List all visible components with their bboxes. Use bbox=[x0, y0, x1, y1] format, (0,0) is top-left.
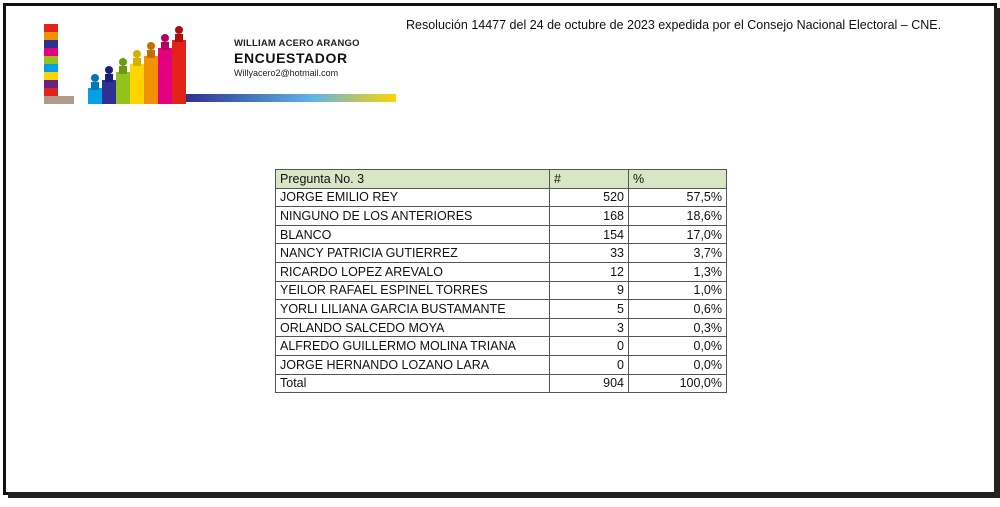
row-count: 12 bbox=[550, 262, 629, 281]
brand-email: Willyacero2@hotmail.com bbox=[234, 68, 339, 78]
brand-name: WILLIAM ACERO ARANGO bbox=[234, 38, 360, 49]
row-percent: 3,7% bbox=[629, 244, 727, 263]
row-percent: 1,3% bbox=[629, 262, 727, 281]
table-row bbox=[276, 355, 727, 374]
results-table bbox=[275, 169, 727, 393]
row-name: NINGUNO DE LOS ANTERIORES bbox=[276, 207, 550, 226]
header-question: Pregunta No. 3 bbox=[276, 170, 550, 189]
row-percent: 0,6% bbox=[629, 300, 727, 319]
frame-shadow-bottom bbox=[8, 492, 996, 498]
row-name: BLANCO bbox=[276, 225, 550, 244]
row-name: RICARDO LOPEZ AREVALO bbox=[276, 262, 550, 281]
table-row bbox=[276, 262, 727, 281]
row-percent: 0,0% bbox=[629, 355, 727, 374]
row-count: 168 bbox=[550, 207, 629, 226]
table-row bbox=[276, 281, 727, 300]
total-label: Total bbox=[276, 374, 550, 393]
row-count: 520 bbox=[550, 188, 629, 207]
table-row bbox=[276, 207, 727, 226]
row-count: 33 bbox=[550, 244, 629, 263]
table-header-row bbox=[276, 170, 727, 189]
table-row bbox=[276, 244, 727, 263]
row-name: JORGE HERNANDO LOZANO LARA bbox=[276, 355, 550, 374]
row-name: ALFREDO GUILLERMO MOLINA TRIANA bbox=[276, 337, 550, 356]
brand-block bbox=[234, 38, 360, 78]
row-count: 0 bbox=[550, 337, 629, 356]
total-count: 904 bbox=[550, 374, 629, 393]
row-name: ORLANDO SALCEDO MOYA bbox=[276, 318, 550, 337]
table-row bbox=[276, 188, 727, 207]
header-percent: % bbox=[629, 170, 727, 189]
resolution-text: Resolución 14477 del 24 de octubre de 2023 expedida por el Consejo Nacional Electoral – CNE. bbox=[406, 18, 942, 32]
total-percent: 100,0% bbox=[629, 374, 727, 393]
header-count: # bbox=[550, 170, 629, 189]
row-percent: 57,5% bbox=[629, 188, 727, 207]
frame-shadow-right bbox=[994, 8, 1000, 498]
row-count: 3 bbox=[550, 318, 629, 337]
row-percent: 0,0% bbox=[629, 337, 727, 356]
table-row bbox=[276, 337, 727, 356]
table-total-row bbox=[276, 374, 727, 393]
row-name: YORLI LILIANA GARCIA BUSTAMANTE bbox=[276, 300, 550, 319]
row-name: NANCY PATRICIA GUTIERREZ bbox=[276, 244, 550, 263]
row-name: JORGE EMILIO REY bbox=[276, 188, 550, 207]
table-row bbox=[276, 300, 727, 319]
row-count: 9 bbox=[550, 281, 629, 300]
table-row bbox=[276, 318, 727, 337]
row-count: 0 bbox=[550, 355, 629, 374]
row-count: 5 bbox=[550, 300, 629, 319]
row-name: YEILOR RAFAEL ESPINEL TORRES bbox=[276, 281, 550, 300]
row-percent: 1,0% bbox=[629, 281, 727, 300]
row-count: 154 bbox=[550, 225, 629, 244]
row-percent: 0,3% bbox=[629, 318, 727, 337]
brand-role: ENCUESTADOR bbox=[234, 50, 348, 66]
row-percent: 18,6% bbox=[629, 207, 727, 226]
table-row bbox=[276, 225, 727, 244]
row-percent: 17,0% bbox=[629, 225, 727, 244]
